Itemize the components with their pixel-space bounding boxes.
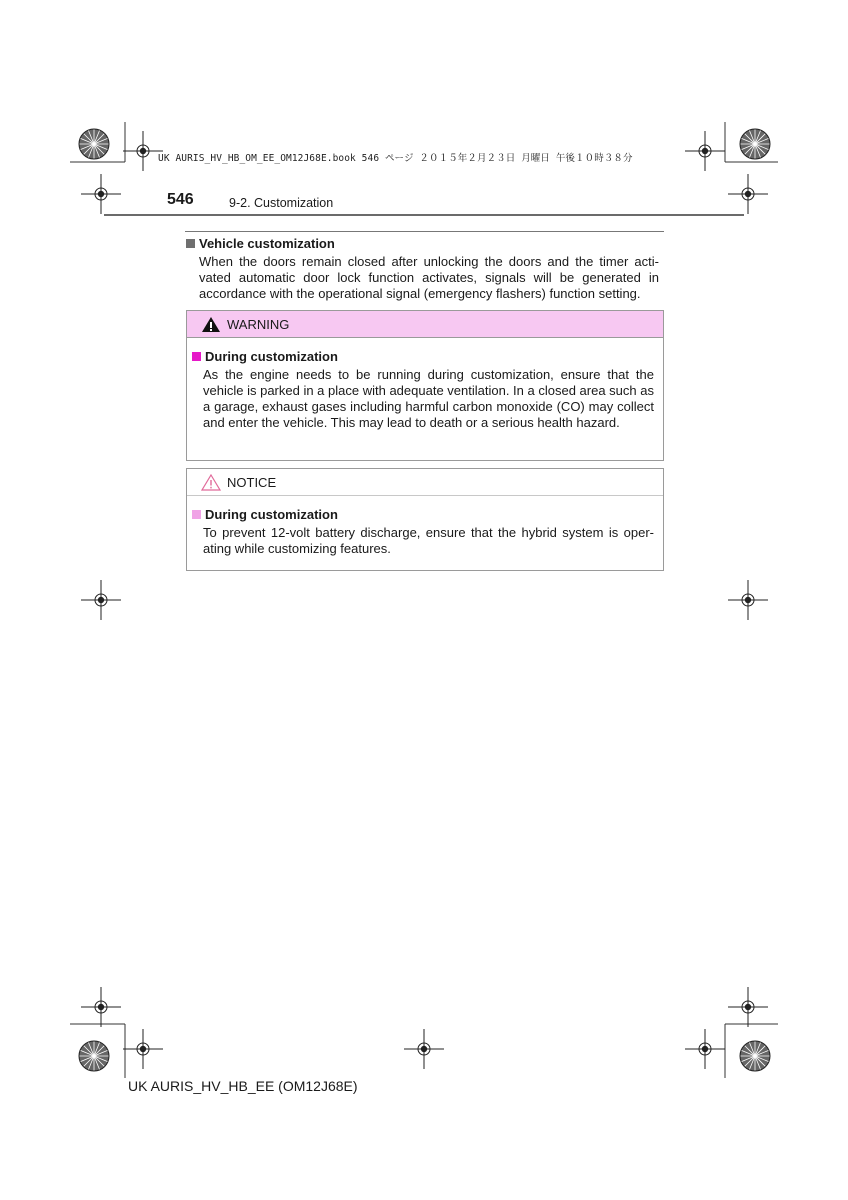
square-bullet-icon [192,352,201,361]
notice-triangle-icon [201,474,221,491]
warning-header [187,311,663,338]
notice-subheading [192,507,338,522]
notice-label: NOTICE [227,474,277,490]
page-number: 546 [167,191,194,208]
notice-box [186,468,664,571]
heading-text: Vehicle customization [199,236,335,251]
warning-text: As the engine needs to be running during customization, ensure that the vehicle is parked in a place with adequate ventilation. In a closed area such as a garage, exhaust gases including harmful carbon monoxide (CO) may collect and enter the vehicle. This may lead to death or a serious health hazard. [203,367,654,430]
notice-header [187,469,663,496]
square-bullet-icon [192,510,201,519]
manual-code-footer: UK AURIS_HV_HB_EE (OM12J68E) [128,1078,358,1094]
section-title: 9-2. Customization [229,196,334,210]
warning-subheading [192,349,338,364]
content-top-rule [185,231,664,232]
warning-subheading-text: During customization [205,349,338,364]
warning-label: WARNING [227,316,290,332]
notice-subheading-text: During customization [205,507,338,522]
vehicle-customization-text: When the doors remain closed after unlocking the doors and the timer acti-vated automatic door lock function activates, signals will be generated in accordance with the operational signal (emergency flashers) function setting. [199,254,659,301]
square-bullet-icon [186,239,195,248]
warning-triangle-icon [201,316,221,333]
notice-text: To prevent 12-volt battery discharge, ensure that the hybrid system is oper-ating while customizing features. [203,525,654,556]
vehicle-customization-heading [186,236,335,251]
header-rule [104,214,744,216]
warning-box [186,310,664,461]
book-file-header: UK AURIS_HV_HB_OM_EE_OM12J68E.book 546 ページ ２０１５年２月２３日 月曜日 午後１０時３８分 [158,153,633,164]
